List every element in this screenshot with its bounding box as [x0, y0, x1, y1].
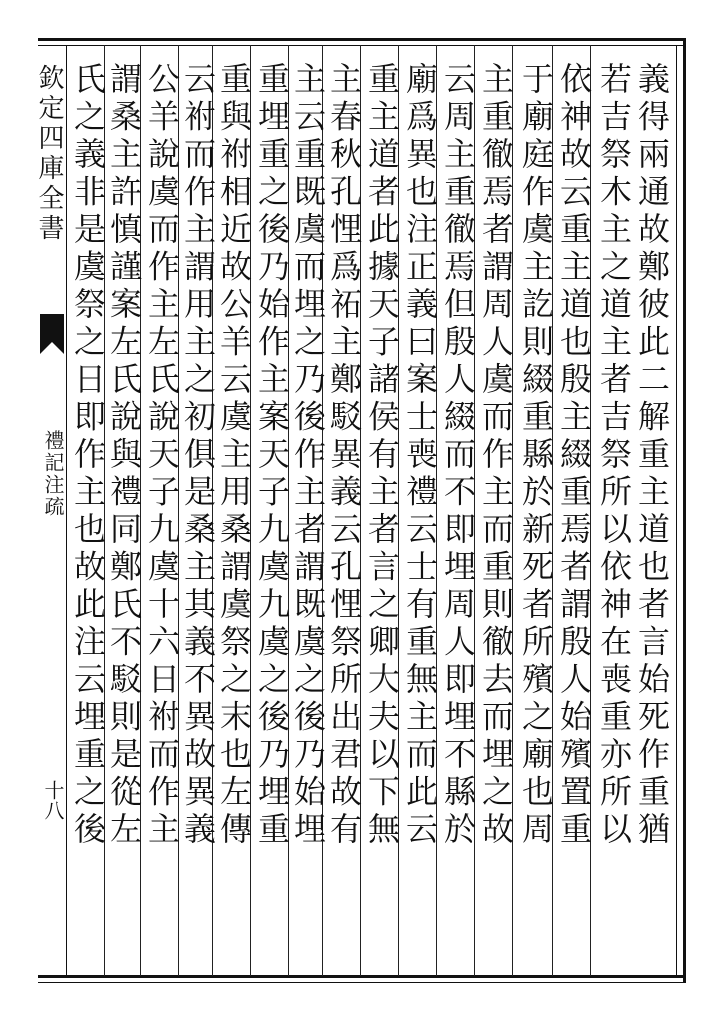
frame-right-inner-rule — [676, 45, 677, 976]
frame-bottom-rule — [38, 975, 685, 978]
fishtail-mark — [40, 314, 64, 354]
text-column-9: 主春秋孔悝爲祏主鄭駁異義云孔悝祭所出君故有 — [325, 62, 363, 850]
text-column-14: 公羊說虞而作主左氏說天子九虞十六日祔而作主 — [143, 62, 181, 850]
text-column-4: 于廟庭作虞主訖則綴重縣於新死者所殯之廟也周 — [517, 62, 555, 850]
text-column-16: 氏之義非是虞祭之日即作主也故此注云埋重之後 — [69, 62, 107, 850]
collection-title: 欽定四庫全書 — [34, 64, 64, 244]
text-column-5: 主重徹焉者謂周人虞而作主而重則徹去而埋之故 — [477, 62, 515, 850]
text-column-10: 主云重既虞而埋之乃後作主者謂既虞之後乃始埋 — [289, 62, 327, 850]
text-column-7: 廟爲異也注正義曰案士喪禮云士有重無主而此云 — [401, 62, 439, 850]
frame-bottom-inner-rule — [38, 982, 685, 983]
text-column-11: 重埋重之後乃始作主案天子九虞九虞之後乃埋重 — [253, 62, 291, 850]
text-column-1: 義得兩通故鄭彼此二解重主道也者言始死作重猶 — [633, 62, 671, 850]
text-column-2: 若吉祭木主之道主者吉祭所以依神在喪重亦所以 — [595, 62, 633, 850]
text-column-6: 云周主重徹焉但殷人綴而不即埋周人即埋不縣於 — [439, 62, 477, 850]
book-title: 禮記注疏 — [41, 430, 65, 518]
text-column-12: 重與祔相近故公羊云虞主用桑謂虞祭之末也左傳 — [215, 62, 253, 850]
text-column-8: 重主道者此據天子諸侯有主者言之卿大夫以下無 — [363, 62, 401, 850]
text-column-13: 云祔而作主謂用主之初俱是桑主其義不異故異義 — [179, 62, 217, 850]
page-number: 十八 — [41, 780, 65, 820]
frame-right-rule — [683, 38, 686, 983]
frame-top-rule — [38, 38, 685, 41]
frame-top-inner-rule — [38, 45, 685, 46]
text-column-15: 謂桑主許慎謹案左氏說與禮同鄭氏不駁則是從左 — [105, 62, 143, 850]
spine-border — [66, 45, 67, 976]
text-column-3: 依神故云重主道也殷主綴重焉者謂殷人始殯置重 — [555, 62, 593, 850]
